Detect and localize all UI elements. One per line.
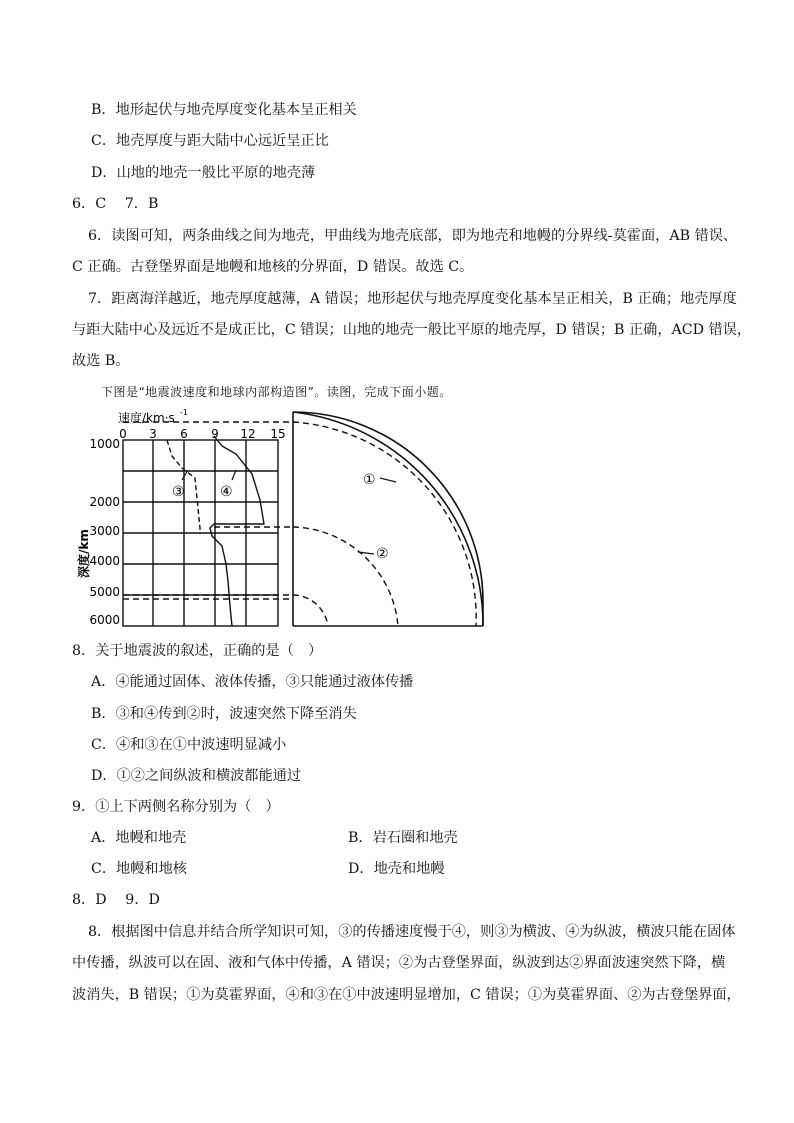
explanation-8-line3: 波消失，B 错误；①为莫霍界面，④和③在①中波速明显增加，C 错误；①为莫霍界面、②为古登堡界面， xyxy=(72,987,741,1003)
figure-intro: 下图是“地震波速度和地球内部构造图”。读图，完成下面小题。 xyxy=(101,385,452,399)
y-tick: 3000 xyxy=(89,524,120,538)
explanation-8-line1: 8．根据图中信息并结合所学知识可知，③的传播速度慢于④，则③为横波、④为纵波，横波只能在固体 xyxy=(88,924,736,940)
q5-option-c: C．地壳厚度与距大陆中心远近呈正比 xyxy=(91,133,329,149)
y-tick: 5000 xyxy=(89,585,120,599)
x-tick: 9 xyxy=(211,427,219,441)
q8-option-a: A．④能通过固体、液体传播，③只能通过液体传播 xyxy=(91,674,414,690)
x-tick: 15 xyxy=(270,427,286,441)
boundary-lines xyxy=(123,422,292,599)
explanation-6-line2: C 正确。古登堡界面是地幔和地核的分界面，D 错误。故选 C。 xyxy=(72,259,474,275)
q9-option-a: A．地幔和地壳 xyxy=(91,830,187,846)
inner-boundaries xyxy=(293,422,476,626)
label-1: ① xyxy=(363,472,376,488)
y-tick: 4000 xyxy=(89,554,120,568)
explanation-8-line2: 中传播，纵波可以在固、液和气体中传播，A 错误；②为古登堡界面，纵波到达②界面波速突然下降，横 xyxy=(72,955,726,971)
explanation-7-line2: 与距大陆中心及远近不是成正比，C 错误；山地的地壳一般比平原的地壳厚，D 错误；B 正确，ACD 错误， xyxy=(72,322,752,338)
q5-option-b: B．地形起伏与地壳厚度变化基本呈正相关 xyxy=(91,102,357,118)
q9-stem: 9．①上下两侧名称分别为（ ） xyxy=(72,799,280,815)
x-tick: 0 xyxy=(119,427,127,441)
seismic-wave-figure xyxy=(77,396,490,636)
label-2: ② xyxy=(376,546,389,562)
label-3: ③ xyxy=(172,484,185,500)
q9-option-d: D．地壳和地幔 xyxy=(348,861,445,877)
y-tick: 6000 xyxy=(89,613,120,627)
answers-6-7: 6．C 7．B xyxy=(72,196,159,212)
explanation-7-line3: 故选 B。 xyxy=(72,353,130,369)
y-tick: 1000 xyxy=(89,437,120,451)
q8-option-b: B．③和④传到②时，波速突然下降至消失 xyxy=(91,706,357,722)
y-tick: 2000 xyxy=(89,495,120,509)
q8-option-c: C．④和③在①中波速明显减小 xyxy=(91,737,287,753)
curve-4-p-wave xyxy=(210,436,264,626)
x-tick: 3 xyxy=(149,427,157,441)
x-tick: 6 xyxy=(180,427,188,441)
q5-option-d: D．山地的地壳一般比平原的地壳薄 xyxy=(91,165,316,181)
x-tick: 12 xyxy=(240,427,256,441)
y-axis-title: 深度/km xyxy=(77,529,91,578)
explanation-6-line1: 6．读图可知，两条曲线之间为地壳，甲曲线为地壳底部，即为地壳和地幔的分界线-莫霍面，AB 错误、 xyxy=(88,228,738,244)
q8-stem: 8．关于地震波的叙述，正确的是（ ） xyxy=(72,643,323,659)
label-4: ④ xyxy=(220,484,233,500)
x-axis-unit-sup: -1 xyxy=(180,408,188,417)
q9-option-c: C．地幔和地核 xyxy=(91,861,187,877)
explanation-7-line1: 7．距离海洋越近，地壳厚度越薄，A 错误；地形起伏与地壳厚度变化基本呈正相关，B 正确；地壳厚度 xyxy=(88,291,737,307)
x-axis-title: 速度/km·s xyxy=(118,411,175,425)
q9-option-b: B．岩石圈和地壳 xyxy=(348,830,458,846)
q8-option-d: D．①②之间纵波和横波都能通过 xyxy=(91,768,302,784)
answers-8-9: 8．D 9．D xyxy=(72,892,160,908)
outer-surface xyxy=(293,412,483,626)
